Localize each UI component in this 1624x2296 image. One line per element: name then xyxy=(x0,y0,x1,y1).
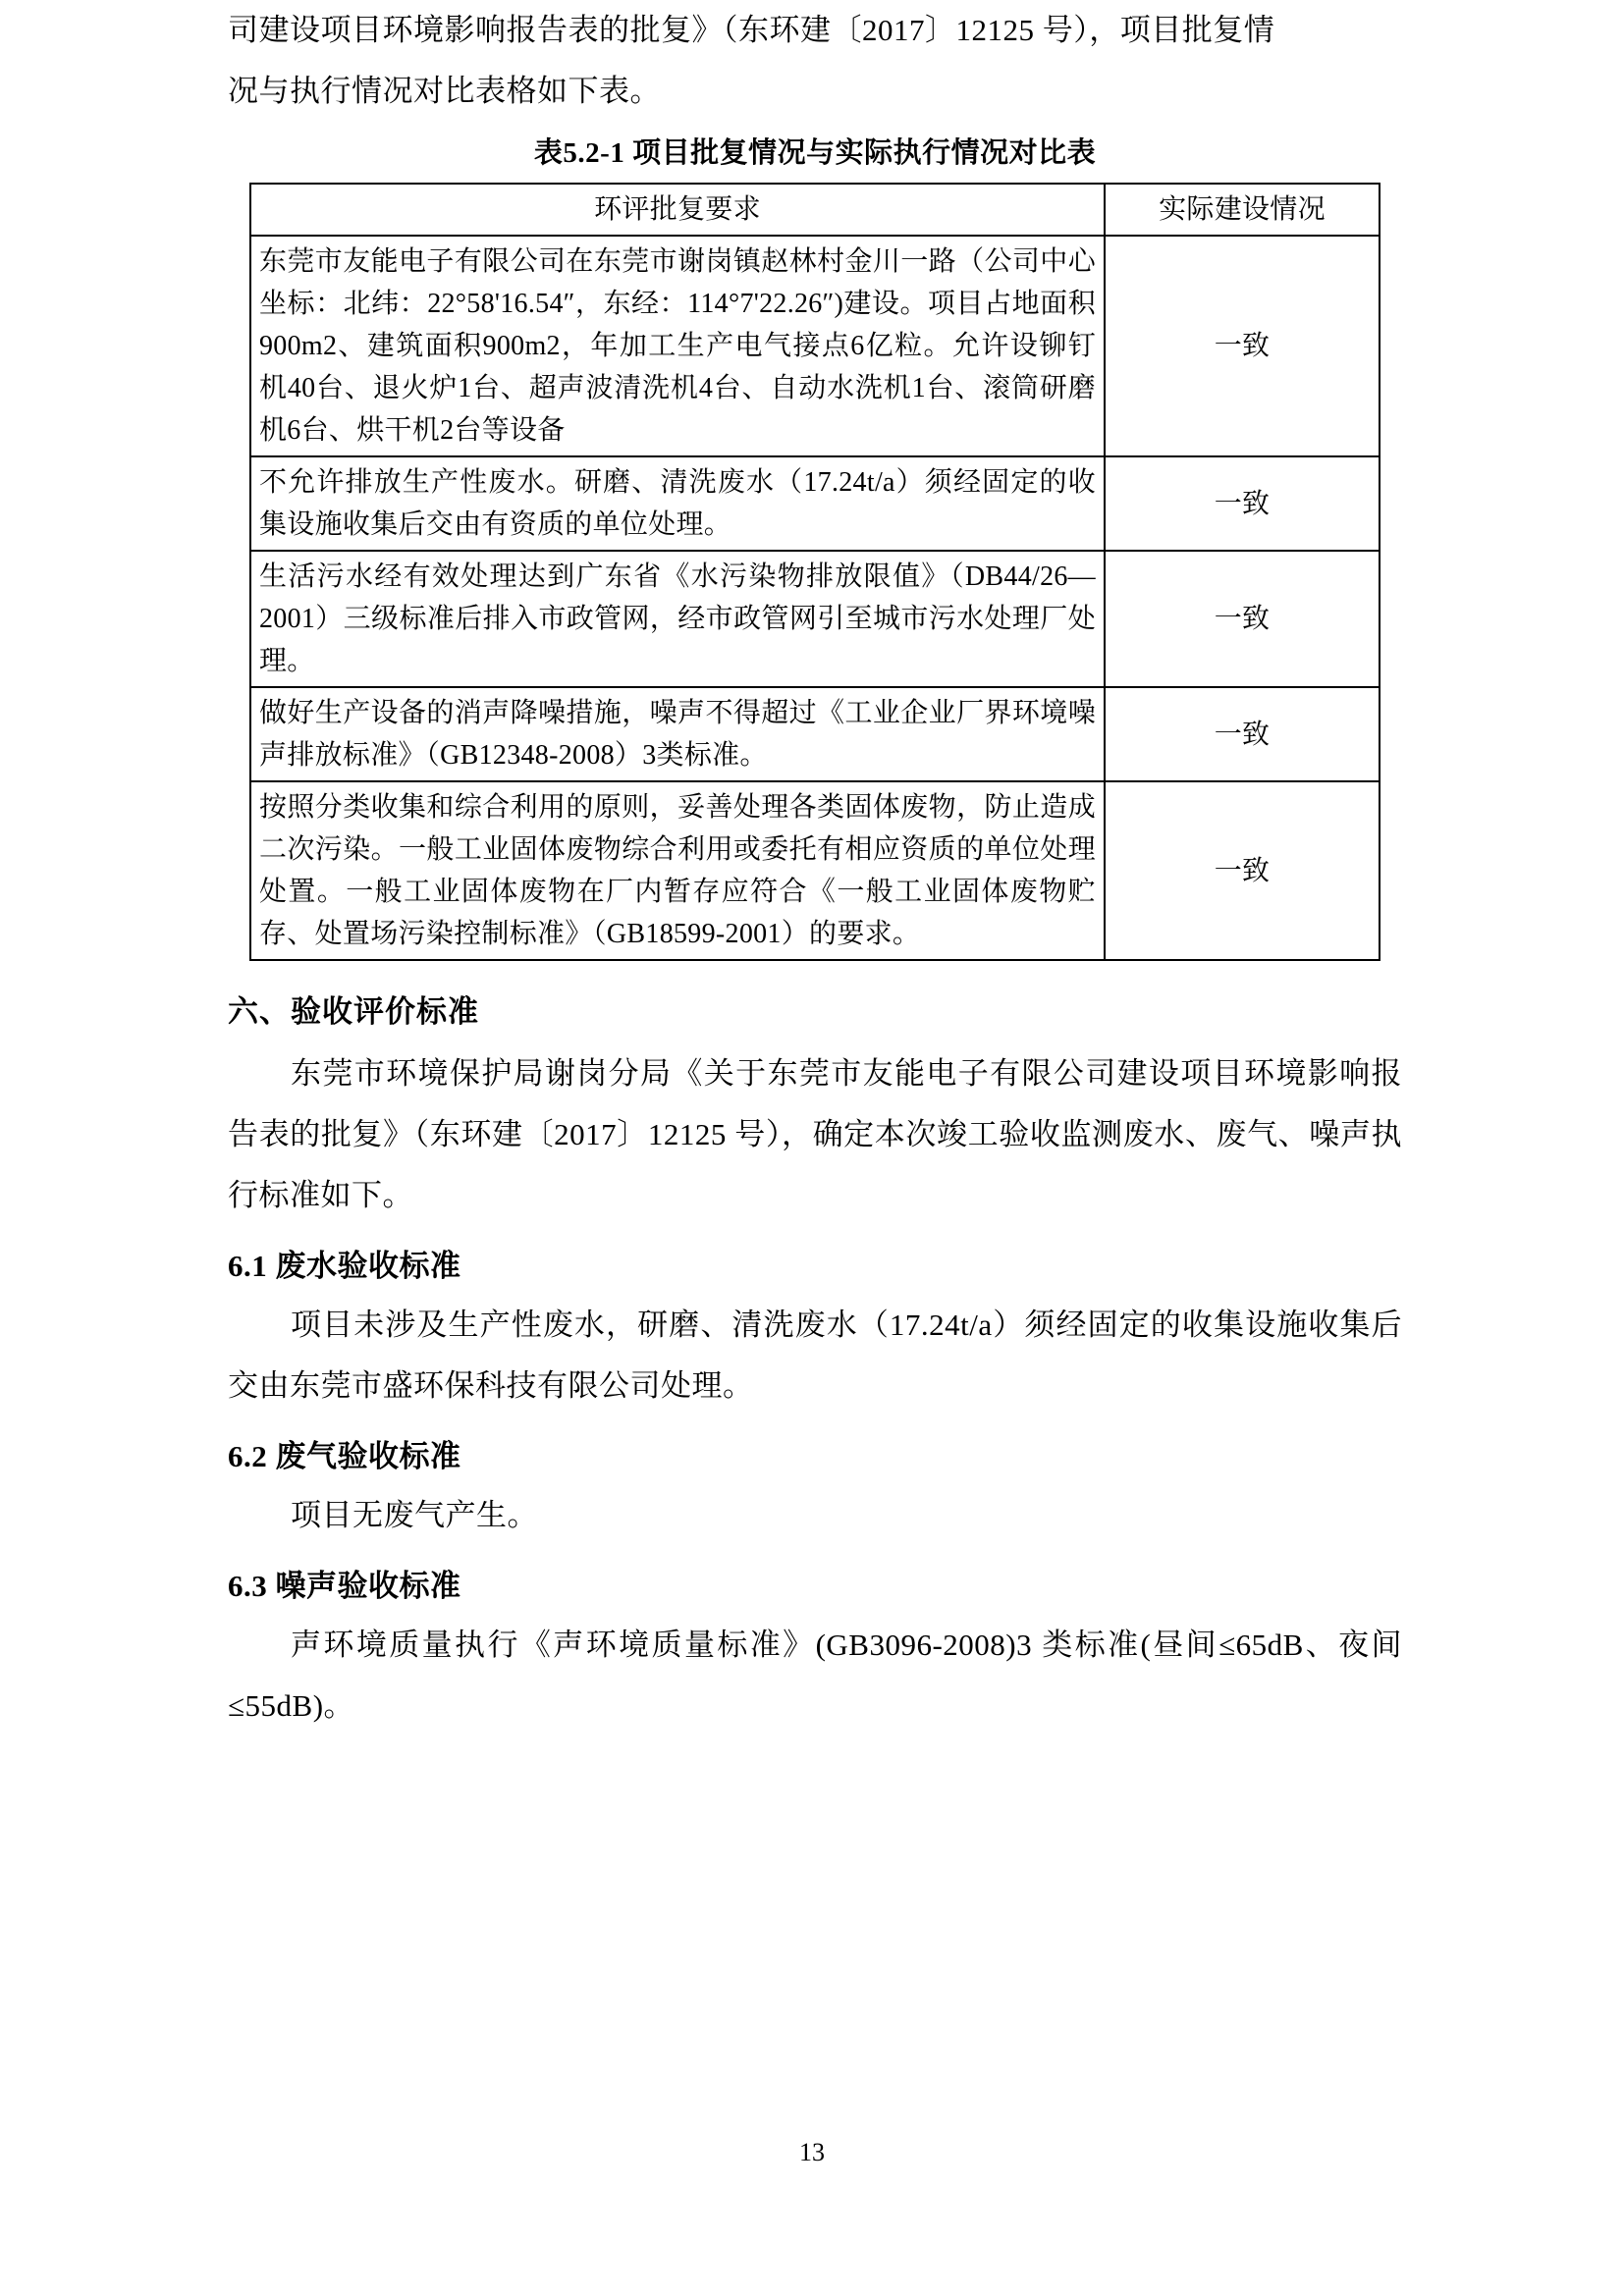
column-header-requirement: 环评批复要求 xyxy=(250,184,1105,236)
heading-6-3: 6.3 噪声验收标准 xyxy=(228,1569,461,1603)
top-paragraph-line2: 况与执行情况对比表格如下表。 xyxy=(228,74,661,108)
table-caption: 表5.2-1 项目批复情况与实际执行情况对比表 xyxy=(533,137,1097,169)
cell-actual: 一致 xyxy=(1105,236,1380,456)
cell-requirement: 生活污水经有效处理达到广东省《水污染物排放限值》（DB44/26—2001）三级标准后排入市政管网，经市政管网引至城市污水处理厂处理。 xyxy=(250,551,1105,687)
page-number: 13 xyxy=(799,2138,825,2166)
paragraph-6-2: 项目无废气产生。 xyxy=(291,1498,538,1532)
page-content xyxy=(228,0,1402,1736)
cell-actual: 一致 xyxy=(1105,456,1380,551)
heading-6-1: 6.1 废水验收标准 xyxy=(228,1249,461,1283)
table-row xyxy=(250,687,1380,781)
cell-requirement: 不允许排放生产性废水。研磨、清洗废水（17.24t/a）须经固定的收集设施收集后交由有资质的单位处理。 xyxy=(250,456,1105,551)
cell-requirement: 东莞市友能电子有限公司在东莞市谢岗镇赵林村金川一路（公司中心坐标：北纬：22°58'16.54″，东经：114°7'22.26″)建设。项目占地面积900m2、建筑面积900m2，年加工生产电气接点6亿粒。允许设铆钉机40台、退火炉1台、超声波清洗机4台、自动水洗机1台、滚筒研磨机6台、烘干机2台等设备 xyxy=(250,236,1105,456)
table-row xyxy=(250,781,1380,960)
approval-comparison-table xyxy=(249,183,1380,961)
column-header-actual: 实际建设情况 xyxy=(1105,184,1380,236)
table-header-row xyxy=(250,184,1380,236)
heading-section-six: 六、验收评价标准 xyxy=(228,994,479,1029)
cell-actual: 一致 xyxy=(1105,687,1380,781)
table-row xyxy=(250,456,1380,551)
paragraph-6-1: 项目未涉及生产性废水，研磨、清洗废水（17.24t/a）须经固定的收集设施收集后交由东莞市盛环保科技有限公司处理。 xyxy=(228,1308,1402,1403)
cell-requirement: 按照分类收集和综合利用的原则，妥善处理各类固体废物，防止造成二次污染。一般工业固体废物综合利用或委托有相应资质的单位处理处置。一般工业固体废物在厂内暂存应符合《一般工业固体废物贮存、处置场污染控制标准》（GB18599-2001）的要求。 xyxy=(250,781,1105,960)
table-row xyxy=(250,236,1380,456)
heading-6-2: 6.2 废气验收标准 xyxy=(228,1439,461,1473)
cell-actual: 一致 xyxy=(1105,781,1380,960)
section-six-paragraph: 东莞市环境保护局谢岗分局《关于东莞市友能电子有限公司建设项目环境影响报告表的批复》（东环建〔2017〕12125 号），确定本次竣工验收监测废水、废气、噪声执行标准如下。 xyxy=(228,1056,1402,1212)
table-row xyxy=(250,551,1380,687)
cell-requirement: 做好生产设备的消声降噪措施，噪声不得超过《工业企业厂界环境噪声排放标准》（GB12348-2008）3类标准。 xyxy=(250,687,1105,781)
paragraph-6-3: 声环境质量执行《声环境质量标准》(GB3096-2008)3 类标准(昼间≤65dB、夜间≤55dB)。 xyxy=(228,1628,1402,1723)
top-paragraph-line1: 司建设项目环境影响报告表的批复》（东环建〔2017〕12125 号），项目批复情 xyxy=(228,13,1275,47)
cell-actual: 一致 xyxy=(1105,551,1380,687)
